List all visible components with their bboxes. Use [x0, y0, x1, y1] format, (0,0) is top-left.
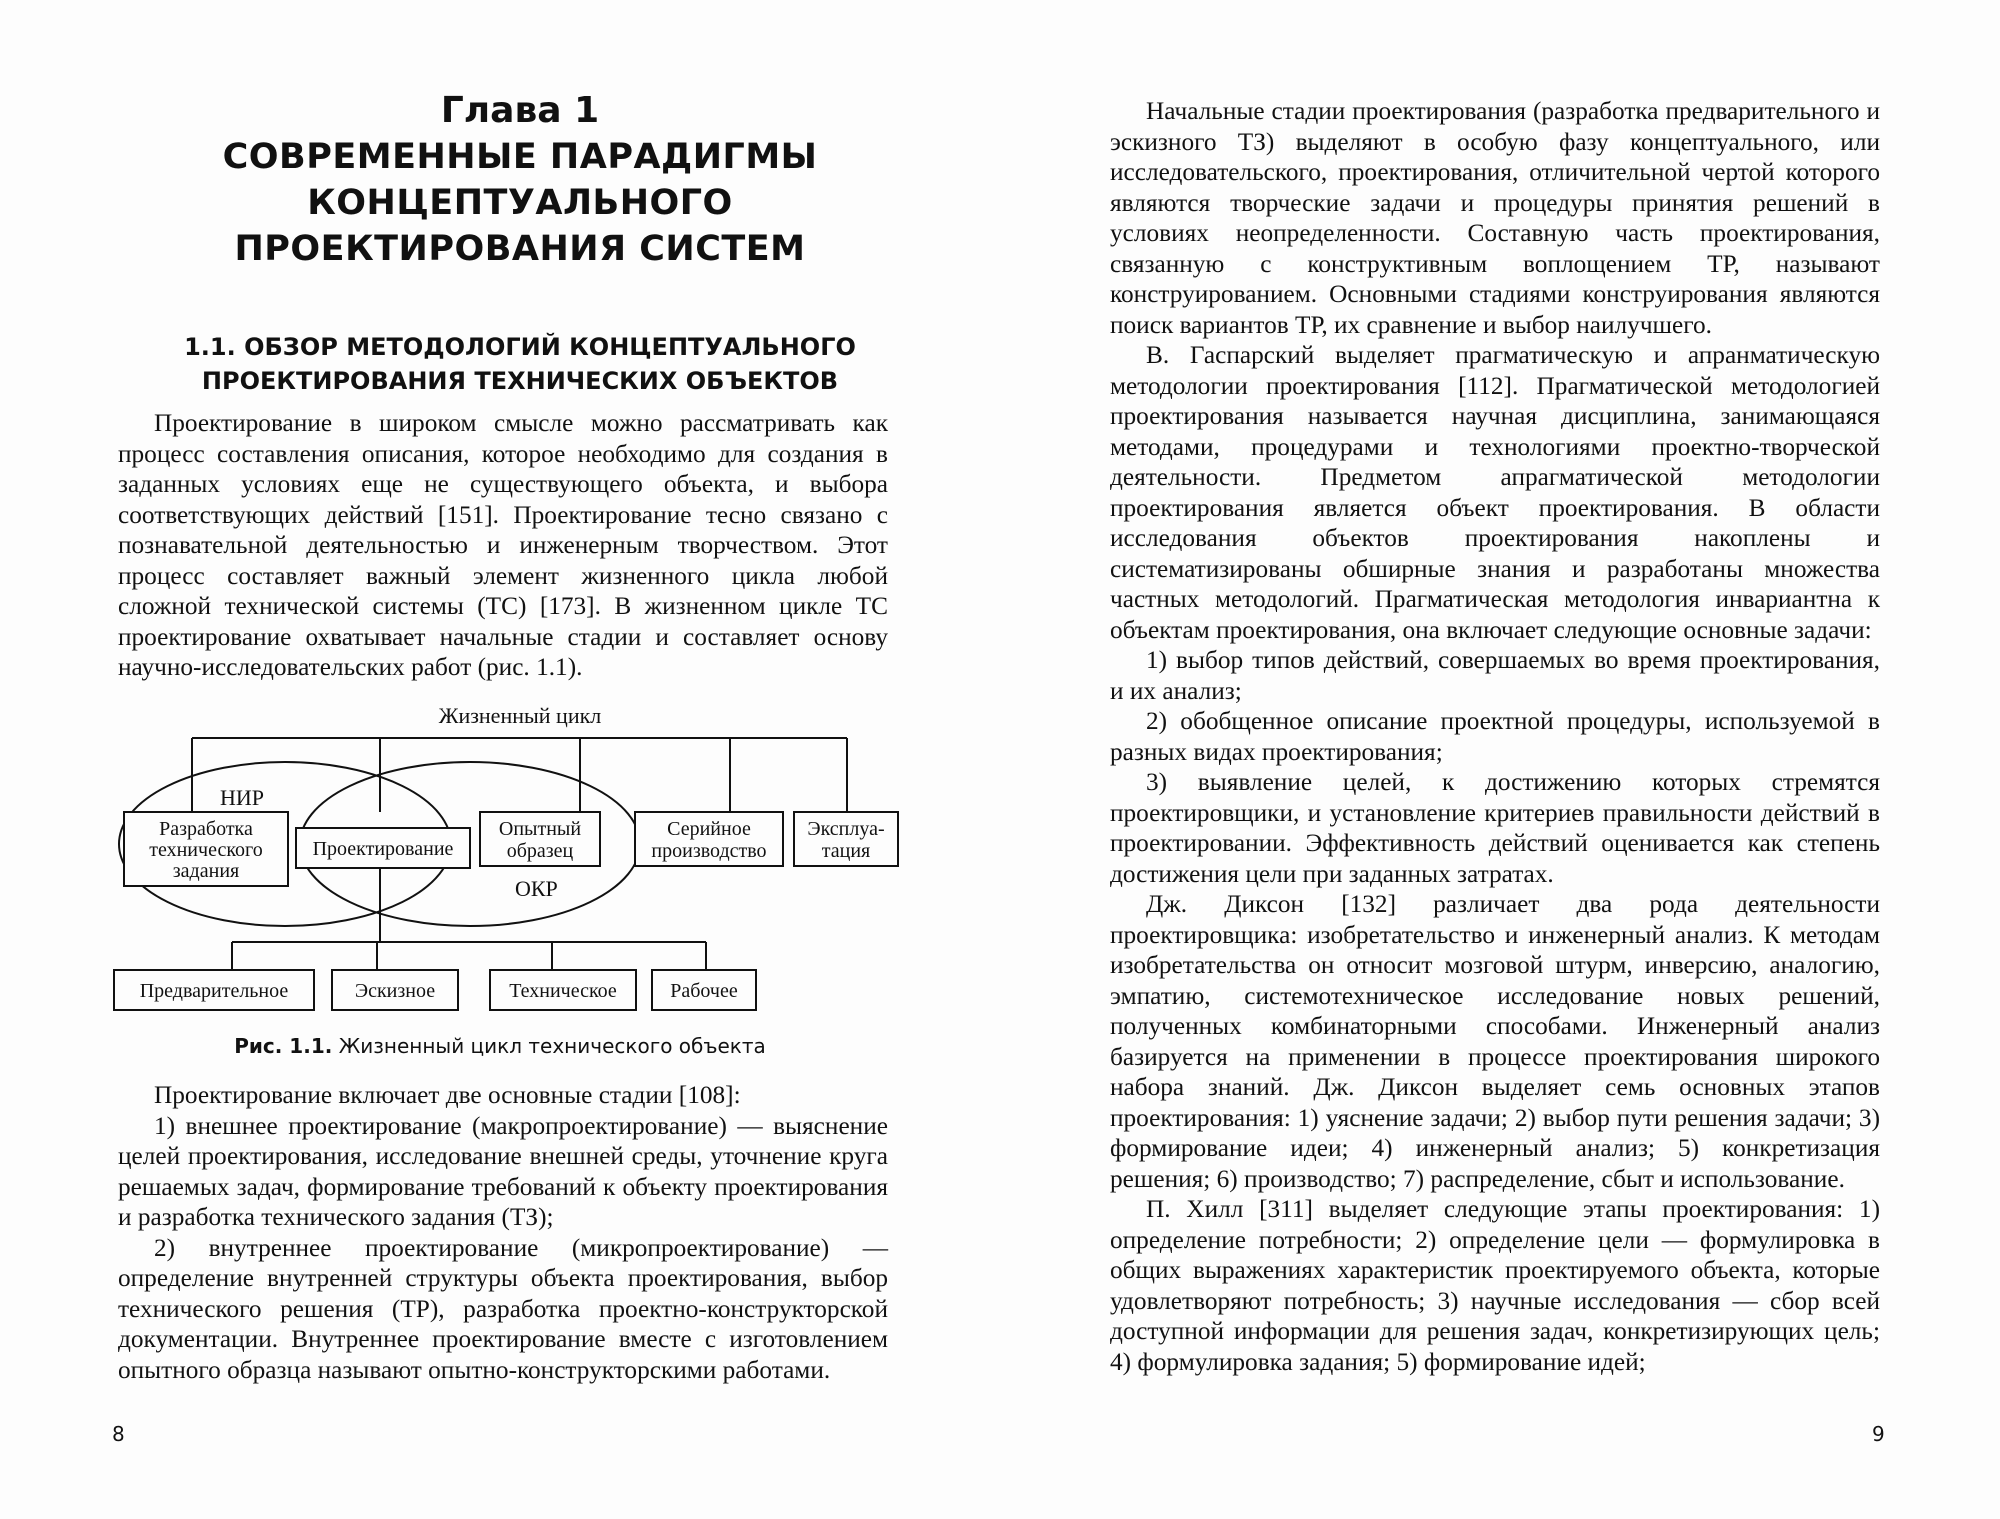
box-tz-text: задания	[172, 860, 240, 882]
box-exploit-text: Эксплуа-	[807, 818, 885, 840]
box-design-text: Проектирование	[312, 838, 454, 860]
box-tz-text: Разработка	[159, 818, 253, 840]
chapter-number: Глава 1	[440, 90, 600, 131]
paragraph: Дж. Диксон [132] различает два рода деятельности проектировщика: изобретательство и инженерный анализ. К методам изобретательства он относит мозговой штурм, инверсию, аналогию, эмпатию, системотехническое исследование новых решений, полученных комбинаторными способами. Инженерный анализ базируется на применении в процессе проектирования широкого набора знаний. Дж. Диксон выделяет семь основных этапов проектирования: 1) уяснение задачи; 2) выбор пути решения задачи; 3) формирование идеи; 4) инженерный анализ; 5) конкретизация решения; 6) производство; 7) распределение, сбыт и использование.	[1110, 890, 1880, 1193]
paragraph: 2) обобщенное описание проектной процедуры, используемой в разных видах проектирования;	[1110, 707, 1880, 766]
box-tz-text: технического	[149, 839, 263, 861]
paragraph: Проектирование включает две основные стадии [108]:	[154, 1081, 741, 1109]
right-page	[1000, 0, 2000, 1519]
box-prototype-text: Опытный	[498, 818, 582, 840]
diagram-top-label: Жизненный цикл	[438, 703, 602, 728]
chapter-title: СОВРЕМЕННЫЕ ПАРАДИГМЫ КОНЦЕПТУАЛЬНОГО ПРОЕКТИРОВАНИЯ СИСТЕМ	[222, 137, 818, 269]
box-prelim-text: Предварительное	[139, 980, 289, 1002]
intro-text	[118, 408, 888, 683]
stages-text	[118, 1080, 888, 1385]
paragraph: 3) выявление целей, к достижению которых стремятся проектировщики, и установление критериев правильности действий в проектировании. Эффективность действий оценивается как степень достижения цели при заданных затратах.	[1110, 768, 1880, 888]
box-exploit-text: тация	[821, 840, 871, 862]
section-title	[170, 330, 870, 398]
box-serial-text: Серийное	[667, 818, 751, 840]
figure-caption	[150, 1034, 850, 1058]
right-text	[1110, 96, 1880, 1377]
paragraph: 1) выбор типов действий, совершаемых во время проектирования, и их анализ;	[1110, 646, 1880, 705]
paragraph: 2) внутреннее проектирование (микропроектирование) — определение внутренней структуры объекта проектирования, выбор технического решения (ТР), разработка проектно-конструкторской документации. Внутреннее проектирование вместе с изготовлением опытного образца называют опытно-конструкторскими работами.	[118, 1233, 888, 1384]
page-number-right: 9	[1872, 1422, 1885, 1446]
page-number-left: 8	[112, 1422, 125, 1446]
box-serial-text: производство	[651, 840, 767, 862]
box-prototype-text: образец	[506, 840, 574, 862]
paragraph: В. Гаспарский выделяет прагматическую и апранматическую методологии проектирования [112]. Прагматической методологией проектирования называется научная дисциплина, занимающаяся методами, процедурами и технологиями проектно-творческой деятельности. Предметом апрагматической методологии проектирования является объект проектирования. В области исследования объектов проектирования накоплены и систематизированы обширные знания и разработаны множества частных методологий. Прагматическая методология инвариантна к объектам проектирования, она включает следующие основные задачи:	[1110, 341, 1880, 644]
paragraph: Проектирование в широком смысле можно рассматривать как процесс составления описания, которое необходимо для создания в заданных условиях еще не существующего объекта, и выбора соответствующих действий [151]. Проектирование тесно связано с познавательной деятельностью и инженерным творчеством. Этот процесс составляет важный элемент жизненного цикла любой сложной технической системы (ТС) [173]. В жизненном цикле ТС проектирование охватывает начальные стадии и составляет основу научно-исследовательских работ (рис. 1.1).	[118, 409, 888, 681]
caption-label: Рис. 1.1.	[234, 1034, 333, 1058]
paragraph: 1) внешнее проектирование (макропроектирование) — выяснение целей проектирования, исследование внешней среды, уточнение круга решаемых задач, формирование требований к объекту проектирования и разработка технического задания (ТЗ);	[118, 1111, 888, 1231]
paragraph: П. Хилл [311] выделяет следующие этапы проектирования: 1) определение потребности; 2) определение цели — формулировка в общих выражениях характеристик проектируемого объекта, которые удовлетворяют потребность; 3) научные исследования — сбор всей доступной информации для решения задач, конкретизирующих цель; 4) формулировка задания; 5) формирование идей;	[1110, 1195, 1880, 1376]
paragraph: Начальные стадии проектирования (разработка предварительного и эскизного ТЗ) выделяют в особую фазу концептуального, или исследовательского, проектирования, отличительной чертой которого являются творческие задачи и процедуры принятия решений в условиях неопределенности. Составную часть проектирования, связанную с конструктивным воплощением ТР, называют конструированием. Основными стадиями конструирования являются поиск вариантов ТР, их сравнение и выбор наилучшего.	[1110, 97, 1880, 339]
section-title-line1: 1.1. ОБЗОР МЕТОДОЛОГИЙ КОНЦЕПТУАЛЬНОГО	[184, 333, 856, 361]
nir-label: НИР	[220, 785, 265, 810]
caption-text: Жизненный цикл технического объекта	[332, 1034, 766, 1058]
life-cycle-diagram	[110, 700, 930, 1030]
chapter-heading	[120, 88, 920, 272]
okr-label: ОКР	[515, 876, 558, 901]
box-tech-text: Техническое	[509, 980, 617, 1002]
section-title-line2: ПРОЕКТИРОВАНИЯ ТЕХНИЧЕСКИХ ОБЪЕКТОВ	[201, 367, 839, 395]
box-sketch-text: Эскизное	[354, 980, 436, 1002]
box-work-text: Рабочее	[670, 980, 738, 1002]
